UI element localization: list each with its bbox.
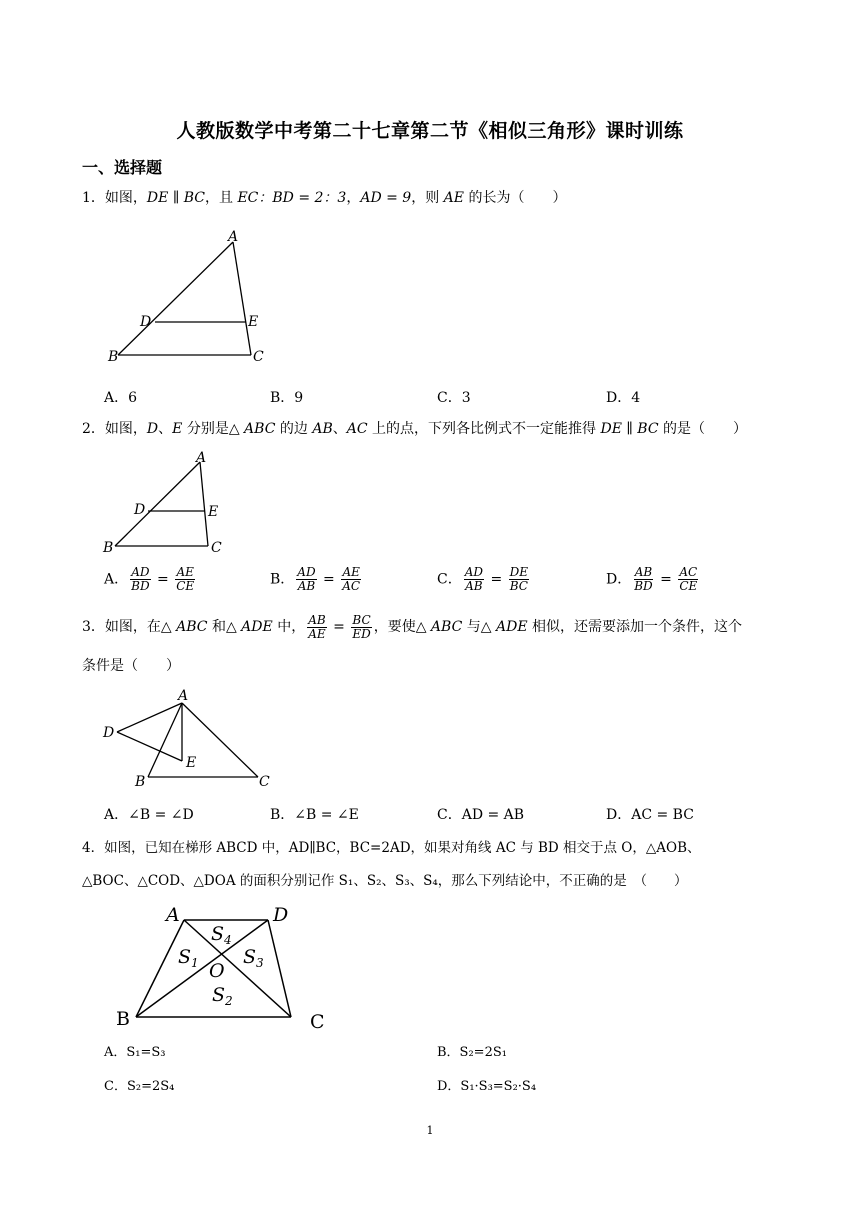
- q2-option-a: A． $\frac{AD}{BD}$ = $\frac{AE}{CE}$: [104, 565, 195, 593]
- q3-text-mid3: ，要使: [373, 619, 416, 635]
- q2d-num1: AB: [634, 565, 653, 579]
- q3-label-e: E: [186, 755, 197, 771]
- q4-label-d: D: [273, 904, 289, 926]
- question-3-text: 3．如图，在△ ABC 和△ ADE 中， $\frac{AB}{AE}$ = $\frac{BC}{ED}$ ，要使△ ABC 与△ ADE 相似，还需要添加一个条件，这个: [82, 612, 742, 641]
- q2c-den2: BC: [509, 579, 528, 593]
- q3-text-pre: 3．如图，在: [82, 619, 161, 635]
- q2-label-a: A: [196, 450, 207, 466]
- q2-option-c-letter: C．: [437, 571, 462, 588]
- section-heading: 一、选择题: [82, 158, 163, 177]
- q2-label-b: B: [103, 540, 114, 556]
- q1-text-mid: ，且: [205, 190, 238, 206]
- q4-label-s3: $S_3$: [243, 946, 264, 970]
- q3-option-c: C．AD = AB: [437, 807, 525, 823]
- q1-label-b: B: [108, 349, 119, 365]
- q1-text-pre: 1．如图，: [82, 190, 147, 206]
- q4-text-line2: △BOC、△COD、△DOA 的面积分别记作 S₁、S₂、S₃、S₄，那么下列结论中，不正确的是 （ ）: [82, 873, 688, 889]
- q2-line-ac: [200, 462, 208, 546]
- q2-line-ab: [115, 462, 200, 546]
- q2b-num2: AE: [342, 565, 360, 579]
- q1-text-post: 的长为（ ）: [464, 190, 567, 206]
- q2d-den1: BD: [634, 579, 653, 593]
- q3-line-de: [117, 732, 182, 761]
- q2-text-pre: 2．如图，: [82, 421, 147, 437]
- q2-label-c: C: [211, 540, 222, 556]
- q2a-den1: BD: [131, 579, 150, 593]
- q1-label-a: A: [228, 229, 239, 245]
- q4-line-bd: [136, 920, 268, 1017]
- q2a-num1: AD: [131, 565, 150, 579]
- q2-math-4: AB: [312, 421, 333, 437]
- q2b-den2: AC: [342, 579, 361, 593]
- q2-option-b: B． $\frac{AD}{AB}$ = $\frac{AE}{AC}$: [270, 565, 361, 593]
- question-4-figure: [108, 900, 338, 1035]
- q4-label-a: A: [166, 904, 180, 926]
- question-1-figure: [100, 225, 280, 370]
- q2-label-e: E: [208, 504, 219, 520]
- q1-line-ab: [118, 242, 233, 355]
- q2-option-d: D． $\frac{AB}{BD}$ = $\frac{AC}{CE}$: [606, 565, 698, 593]
- q1-text-mid2: ，: [346, 190, 361, 206]
- q3-text-post: 相似，还需要添加一个条件，这个: [527, 619, 742, 635]
- q1-label-d: D: [140, 314, 152, 330]
- q3-text-mid: 和: [207, 619, 226, 635]
- q4-option-c: C．S₂=2S₄: [104, 1079, 175, 1094]
- q2d-num2: AC: [679, 565, 698, 579]
- q3-text-mid4: 与: [462, 619, 481, 635]
- q3-label-d: D: [103, 725, 115, 741]
- q3-option-a: A．∠B = ∠D: [104, 807, 194, 823]
- page-title: 人教版数学中考第二十七章第二节《相似三角形》课时训练: [176, 120, 684, 142]
- q2b-num1: AD: [297, 565, 316, 579]
- q2-math-6: DE ∥ BC: [600, 421, 659, 437]
- q2a-num2: AE: [176, 565, 194, 579]
- q2-math-5: AC: [346, 421, 368, 437]
- q2-text-mid3: 上的点，下列各比例式不一定能推得: [367, 421, 601, 437]
- q1-math-4: AE: [443, 190, 465, 206]
- q3-label-c: C: [259, 774, 270, 790]
- q4-line-ab: [136, 920, 184, 1017]
- q2d-den2: CE: [679, 579, 698, 593]
- q3-text-line2: 条件是（ ）: [82, 658, 180, 674]
- q2-sep-1: 、: [158, 421, 173, 437]
- q1-option-c: C．3: [437, 390, 471, 406]
- q3-math-3: △ ABC: [415, 619, 463, 635]
- q4-label-s4: $S_4$: [211, 923, 232, 947]
- q2b-den1: AB: [297, 579, 316, 593]
- q1-label-c: C: [253, 349, 264, 365]
- q1-label-e: E: [248, 314, 259, 330]
- q3-frac-den2: ED: [352, 626, 371, 641]
- question-2-text: [82, 419, 802, 439]
- question-1-text: [82, 188, 782, 208]
- q3-line-ad: [117, 703, 182, 732]
- q1-math-3: AD = 9: [360, 190, 412, 206]
- q3-label-b: B: [135, 774, 146, 790]
- q3-frac-num2: BC: [352, 612, 371, 627]
- q4-line-ac: [184, 920, 291, 1017]
- q3-frac-num1: AB: [308, 612, 326, 627]
- q1-text-mid3: ，则: [411, 190, 444, 206]
- q3-line-ab: [148, 703, 182, 777]
- page-number: 1: [426, 1124, 434, 1137]
- q4-label-b: B: [116, 1008, 130, 1030]
- q3-math-4: △ ADE: [480, 619, 528, 635]
- q4-option-a: A．S₁=S₃: [104, 1045, 166, 1060]
- q4-label-o: O: [209, 960, 225, 982]
- q2c-num1: AD: [464, 565, 484, 579]
- q2-text-mid: 分别是: [182, 421, 229, 437]
- q3-option-d: D．AC = BC: [606, 807, 694, 823]
- q3-label-a: A: [178, 688, 189, 704]
- q2-option-d-letter: D．: [606, 571, 632, 588]
- question-3-figure: [98, 686, 288, 791]
- q3-text-mid2: 中，: [272, 619, 306, 635]
- question-2-figure: [98, 448, 238, 558]
- q4-label-s1: $S_1$: [178, 946, 199, 970]
- q2-option-a-letter: A．: [104, 571, 129, 588]
- q1-option-b: B．9: [270, 390, 304, 406]
- q2-text-mid2: 的边: [275, 421, 313, 437]
- q2-math-2: E: [172, 421, 183, 437]
- q4-label-s2: $S_2$: [212, 984, 233, 1008]
- q2c-num2: DE: [509, 565, 529, 579]
- q2-math-3: △ ABC: [228, 421, 276, 437]
- q4-label-c: C: [310, 1011, 325, 1033]
- q1-line-ac: [233, 242, 251, 355]
- q3-math-1: △ ABC: [160, 619, 208, 635]
- q2-text-post: 的是（ ）: [658, 421, 748, 437]
- q4-text-line1: 4．如图，已知在梯形 ABCD 中，AD∥BC，BC=2AD，如果对角线 AC 与 BD 相交于点 O，△AOB、: [82, 840, 701, 856]
- q3-math-2: △ ADE: [225, 619, 273, 635]
- q1-math-1: DE ∥ BC: [146, 190, 205, 206]
- q4-option-b: B．S₂=2S₁: [437, 1045, 507, 1060]
- q2-sep-2: 、: [332, 421, 347, 437]
- q2-option-b-letter: B．: [270, 571, 295, 588]
- q1-option-d: D．4: [606, 390, 641, 406]
- q2-math-1: D: [146, 421, 159, 437]
- q4-option-d: D．S₁·S₃=S₂·S₄: [437, 1079, 537, 1094]
- q1-math-2: EC：BD = 2：3: [237, 190, 347, 206]
- q2-option-c: C． $\frac{AD}{AB}$ = $\frac{DE}{BC}$: [437, 565, 529, 593]
- q3-frac-den1: AE: [308, 626, 326, 641]
- q3-option-b: B．∠B = ∠E: [270, 807, 359, 823]
- q2a-den2: CE: [176, 579, 195, 593]
- q2-label-d: D: [134, 502, 146, 518]
- q1-option-a: A．6: [104, 390, 138, 406]
- q4-line-dc: [268, 920, 291, 1017]
- q2c-den1: AB: [465, 579, 483, 593]
